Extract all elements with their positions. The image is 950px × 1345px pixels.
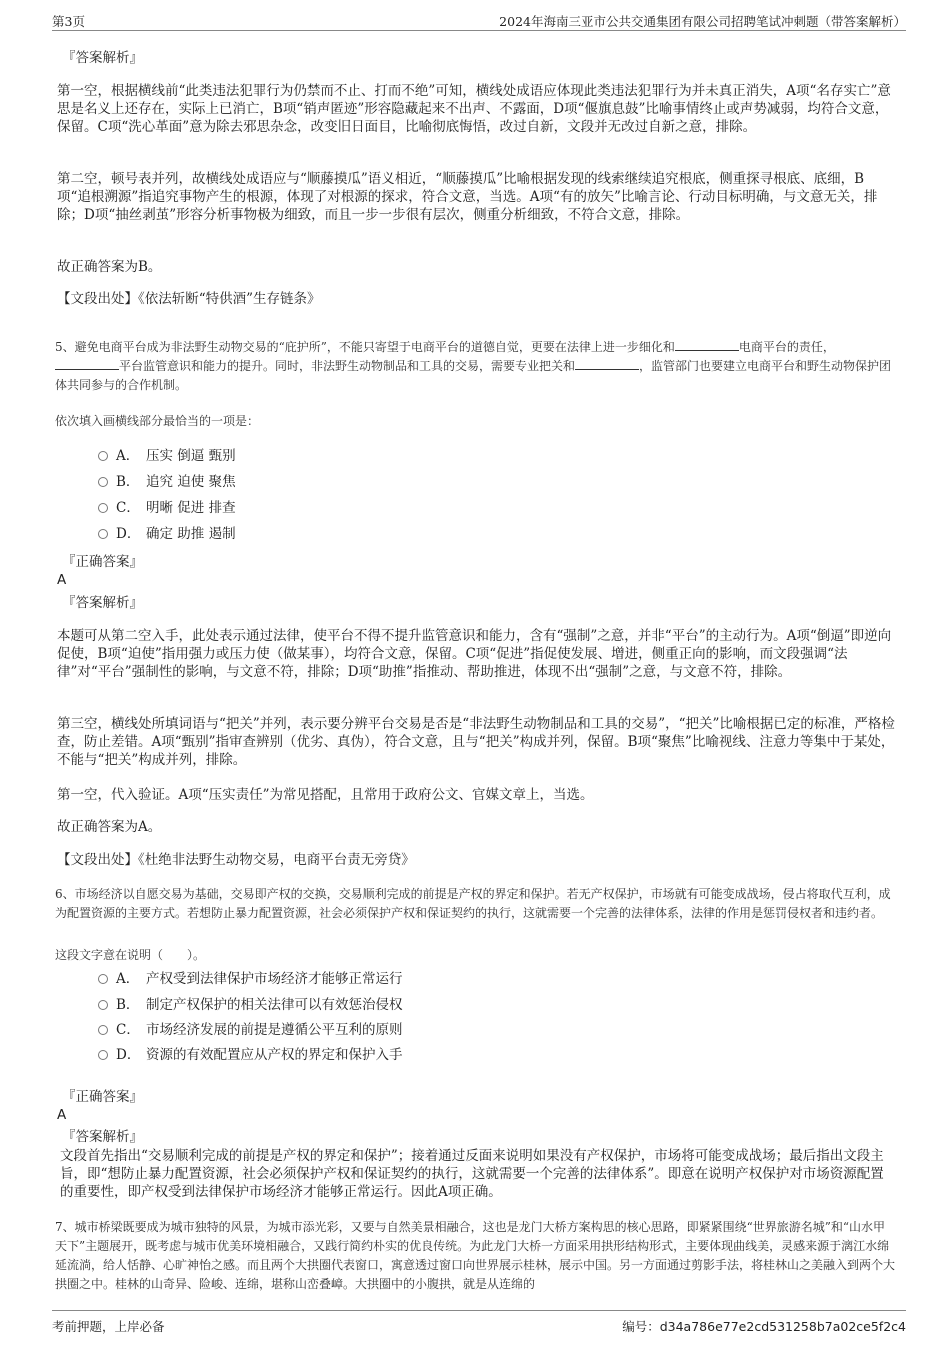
blank-line: [575, 358, 639, 370]
source-line: 【文段出处】《杜绝非法野生动物交易，电商平台责无旁贷》: [57, 852, 415, 868]
analysis-label: 『答案解析』: [62, 595, 143, 611]
analysis-label: 『答案解析』: [62, 50, 143, 66]
radio-icon[interactable]: [98, 1050, 108, 1060]
analysis-label: 『答案解析』: [62, 1129, 143, 1145]
question-6-stem: 6、市场经济以自愿交易为基础，交易即产权的交换，交易顺利完成的前提是产权的界定和保护。若无产权保护，市场就有可能变成战场，侵占将取代互利，成为配置资源的主要方式。若想防止暴力配置资源，社会必须保护产权和保证契约的执行，这就需要一个完善的法律体系，法律的作用是惩罚侵权者和违约者。: [55, 887, 891, 920]
analysis-paragraph: 第三空，横线处所填词语与“把关”并列，表示要分辨平台交易是否是“非法野生动物制品和工具的交易”，“把关”比喻根据已定的标准，严格检查，防止差错。A项“甄别”指审查辨别（优劣、真伪），符合文意，且与“把关”构成并列，保留。B项“聚焦”比喻视线、注意力等集中于某处，不能与“把关”构成并列，排除。: [57, 716, 895, 768]
question-prompt: 这段文字意在说明（ ）。: [55, 948, 206, 962]
radio-icon[interactable]: [98, 974, 108, 984]
option-a[interactable]: A． 压实 倒逼 甄别: [98, 447, 236, 465]
radio-icon[interactable]: [98, 451, 108, 461]
blank-line: [675, 339, 739, 351]
correct-answer: A: [57, 1107, 67, 1123]
page-number: 第3页: [52, 14, 85, 29]
option-c[interactable]: C． 市场经济发展的前提是遵循公平互利的原则: [98, 1021, 403, 1039]
option-c[interactable]: C． 明晰 促进 排查: [98, 499, 236, 517]
analysis-paragraph: 文段首先指出“交易顺利完成的前提是产权的界定和保护”；接着通过反面来说明如果没有产权保护，市场将可能变成战场；最后指出文段主旨，即“想防止暴力配置资源，社会必须保护产权和保证契约的执行，这就需要一个完善的法律体系”。即意在说明产权保护对市场资源配置的重要性，即产权受到法律保护市场经济才能够正常运行。因此A项正确。: [60, 1148, 884, 1200]
option-b[interactable]: B． 追究 迫使 聚焦: [98, 473, 236, 491]
document-code: 编号：d34a786e77e2cd531258b7a02ce5f2c4: [622, 1319, 906, 1334]
question-5-stem: 5、避免电商平台成为非法野生动物交易的“庇护所”，不能只寄望于电商平台的道德自觉，更要在法律上进一步细化和 电商平台的责任，平台监管意识和能力的提升。同时，非法野生动物制品和工具的交易，需要专业把关和 ，监管部门也要建立电商平台和野生动物保护团体共同参与的合作机制。: [55, 340, 892, 392]
correct-answer-line: 故正确答案为A。: [57, 819, 162, 835]
option-a[interactable]: A． 产权受到法律保护市场经济才能够正常运行: [98, 970, 403, 988]
analysis-paragraph: 本题可从第二空入手，此处表示通过法律，使平台不得不提升监管意识和能力，含有“强制”之意，并非“平台”的主动行为。A项“倒逼”即逆向促使，B项“迫使”指用强力或压力使（做某事），均符合文意，保留。C项“促进”指促使发展、增进，侧重正向的影响，而文段强调“法律”对“平台”强制性的影响，与文意不符，排除；D项“助推”指推动、帮助推进，体现不出“强制”之意，与文意不符，排除。: [57, 628, 892, 680]
correct-answer: A: [57, 572, 67, 588]
analysis-paragraph: 第二空，顿号表并列，故横线处成语应与“顺藤摸瓜”语义相近，“顺藤摸瓜”比喻根据发现的线索继续追究根底，侧重探寻根底、底细，B项“追根溯源”指追究事物产生的根源，体现了对根源的探求，符合文意，当选。A项“有的放矢”比喻言论、行动目标明确，与文意无关，排除；D项“抽丝剥茧”形容分析事物极为细致，而且一步一步很有层次，侧重分析细致，不符合文意，排除。: [57, 171, 878, 223]
option-d[interactable]: D． 资源的有效配置应从产权的界定和保护入手: [98, 1046, 403, 1064]
analysis-paragraph: 第一空，根据横线前“此类违法犯罪行为仍禁而不止、打而不绝”可知，横线处成语应体现此类违法犯罪行为并未真正消失，A项“名存实亡”意思是名义上还存在，实际上已消亡，B项“销声匿迹”形容隐藏起来不出声、不露面，D项“偃旗息鼓”比喻事情终止或声势减弱，均符合文意，保留。C项“洗心革面”意为除去邪思杂念，改变旧日面目，比喻彻底悔悟，改过自新，文段并无改过自新之意，排除。: [57, 83, 891, 135]
page-header: [52, 8, 906, 31]
radio-icon[interactable]: [98, 1000, 108, 1010]
question-7-stem: 7、城市桥梁既要成为城市独特的风景，为城市添光彩，又要与自然美景相融合，这也是龙门大桥方案构思的核心思路，即紧紧围绕“世界旅游名城”和“山水甲天下”主题展开，既考虑与城市优美环境相融合，又践行简约朴实的优良传统。为此龙门大桥一方面采用拱形结构形式，主要体现曲线美，灵感来源于漓江水绵延流淌，给人恬静、心旷神怡之感。而且两个大拱圈代表窗口，寓意透过窗口向世界展示桂林，展示中国。另一方面通过剪影手法，将桂林山之美融入到两个大拱圈之中。桂林的山奇异、险峻、连绵，堪称山峦叠嶂。大拱圈中的小腹拱，就是从连绵的: [55, 1220, 896, 1291]
analysis-paragraph: 第一空，代入验证。A项“压实责任”为常见搭配，且常用于政府公文、官媒文章上，当选。: [57, 787, 594, 803]
option-b[interactable]: B． 制定产权保护的相关法律可以有效惩治侵权: [98, 996, 403, 1014]
radio-icon[interactable]: [98, 529, 108, 539]
correct-answer-label: 『正确答案』: [62, 1089, 143, 1105]
page-footer: [52, 1310, 906, 1335]
radio-icon[interactable]: [98, 477, 108, 487]
correct-answer-label: 『正确答案』: [62, 554, 143, 570]
document-title: 2024年海南三亚市公共交通集团有限公司招聘笔试冲刺题（带答案解析）: [499, 14, 906, 29]
correct-answer-line: 故正确答案为B。: [57, 259, 162, 275]
question-prompt: 依次填入画横线部分最恰当的一项是：: [55, 414, 260, 428]
radio-icon[interactable]: [98, 1025, 108, 1035]
source-line: 【文段出处】《依法斩断“特供酒”生存链条》: [57, 291, 321, 307]
blank-line: [55, 358, 119, 370]
radio-icon[interactable]: [98, 503, 108, 513]
option-d[interactable]: D． 确定 助推 遏制: [98, 525, 236, 543]
footer-slogan: 考前押题，上岸必备: [52, 1319, 165, 1334]
